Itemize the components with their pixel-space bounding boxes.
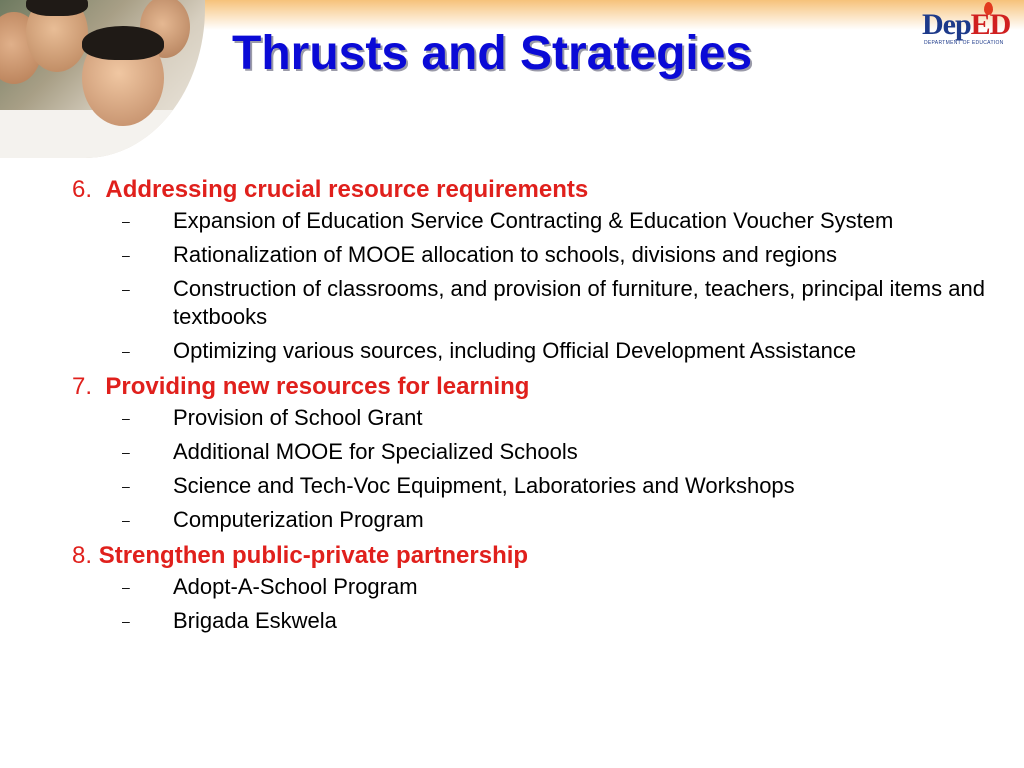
bullet-list [72, 404, 1002, 534]
logo-dep: Dep [922, 8, 971, 41]
dash-bullet-icon: – [122, 410, 130, 426]
list-item [72, 207, 1002, 235]
dash-bullet-icon: – [122, 213, 130, 229]
child-hair [26, 0, 88, 16]
child-hair [82, 26, 164, 60]
bullet-list [72, 207, 1002, 365]
section-title: Providing new resources for learning [105, 373, 530, 400]
section-number: 7. [72, 373, 93, 400]
list-item-text: Brigada Eskwela [173, 608, 337, 633]
list-item-text: Provision of School Grant [173, 405, 423, 430]
list-item-text: Science and Tech-Voc Equipment, Laboratories and Workshops [173, 473, 795, 498]
list-item-text: Construction of classrooms, and provision of furniture, teachers, principal items and textbooks [173, 276, 985, 329]
dash-bullet-icon: – [122, 343, 130, 359]
dash-bullet-icon: – [122, 579, 130, 595]
logo-ed: ED [970, 8, 1011, 41]
section-number: 8. [72, 542, 93, 569]
section-heading [72, 371, 1002, 404]
slide-title: Thrusts and Strategies [232, 27, 753, 80]
bullet-list [72, 573, 1002, 635]
dash-bullet-icon: – [122, 478, 130, 494]
section-8 [72, 540, 1002, 635]
section-number: 6. [72, 176, 93, 203]
dash-bullet-icon: – [122, 512, 130, 528]
list-item-text: Adopt-A-School Program [173, 574, 418, 599]
children-photo [0, 0, 205, 158]
dash-bullet-icon: – [122, 613, 130, 629]
list-item [72, 337, 1002, 365]
list-item-text: Optimizing various sources, including Official Development Assistance [173, 338, 857, 363]
dash-bullet-icon: – [122, 247, 130, 263]
section-title: Strengthen public-private partnership [98, 542, 529, 569]
list-item [72, 506, 1002, 534]
list-item [72, 404, 1002, 432]
list-item [72, 275, 1002, 331]
section-7 [72, 371, 1002, 534]
list-item [72, 573, 1002, 601]
section-title: Addressing crucial resource requirements [105, 176, 589, 203]
list-item [72, 438, 1002, 466]
section-heading [72, 174, 1002, 207]
dash-bullet-icon: – [122, 281, 130, 297]
list-item-text: Rationalization of MOOE allocation to schools, divisions and regions [173, 242, 838, 267]
section-6 [72, 174, 1002, 365]
logo-subtitle: DEPARTMENT OF EDUCATION [924, 40, 1004, 46]
list-item [72, 472, 1002, 500]
section-heading [72, 540, 1002, 573]
dash-bullet-icon: – [122, 444, 130, 460]
slide-body [72, 174, 1002, 641]
list-item [72, 241, 1002, 269]
list-item-text: Expansion of Education Service Contracting & Education Voucher System [173, 208, 894, 233]
list-item-text: Additional MOOE for Specialized Schools [173, 439, 578, 464]
list-item [72, 607, 1002, 635]
list-item-text: Computerization Program [173, 507, 424, 532]
